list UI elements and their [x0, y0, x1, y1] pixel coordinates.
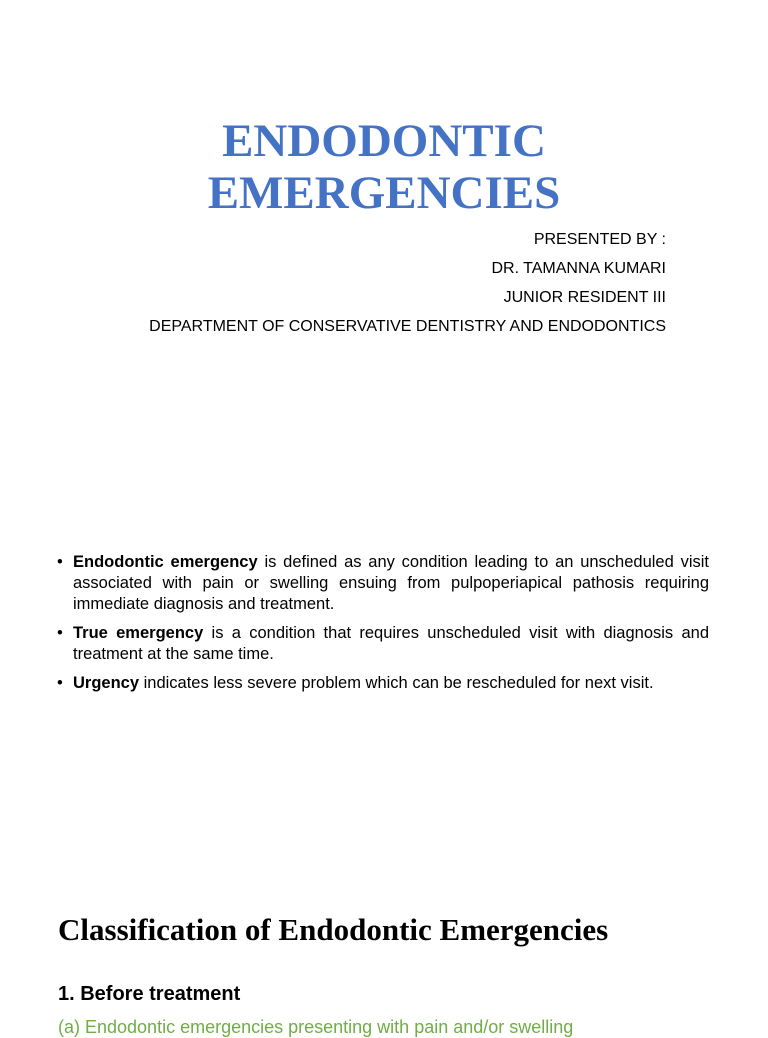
bullet-dot-icon: • [57, 624, 63, 642]
classification-first-item: (a) Endodontic emergencies presenting with pain and/or swelling [58, 1017, 574, 1037]
title-line-2: EMERGENCIES [207, 167, 561, 219]
definitions-list [57, 552, 709, 702]
presenter-name: DR. TAMANNA KUMARI [491, 260, 666, 277]
definitions-slide [0, 512, 768, 868]
title-slide [0, 0, 768, 512]
classification-heading: Classification of Endodontic Emergencies [58, 912, 609, 947]
bullet-term: Urgency [73, 674, 140, 692]
title-line-1: ENDODONTIC [222, 115, 546, 167]
bullet-urgency [57, 673, 709, 694]
presenter-department: DEPARTMENT OF CONSERVATIVE DENTISTRY AND ENDODONTICS [149, 318, 666, 335]
bullet-text: is defined as any condition leading to an unscheduled visit associated with pain or swelling ensuing from pulpoperiapical pathosis requiring immediate diagnosis and treatment. [73, 553, 709, 613]
bullet-term: Endodontic emergency [73, 553, 258, 571]
bullet-endodontic-emergency [57, 552, 709, 615]
bullet-dot-icon: • [57, 674, 63, 692]
classification-subheading: 1. Before treatment [58, 983, 241, 1005]
classification-slide [0, 868, 768, 1037]
bullet-dot-icon: • [57, 553, 63, 571]
presenter-position: JUNIOR RESIDENT III [503, 289, 666, 306]
bullet-text: is a condition that requires unscheduled visit with diagnosis and treatment at the same time. [73, 624, 709, 663]
presented-by-label: PRESENTED BY : [533, 231, 666, 248]
bullet-text: indicates less severe problem which can be rescheduled for next visit. [139, 674, 654, 692]
bullet-true-emergency [57, 623, 709, 665]
bullet-term: True emergency [73, 624, 204, 642]
